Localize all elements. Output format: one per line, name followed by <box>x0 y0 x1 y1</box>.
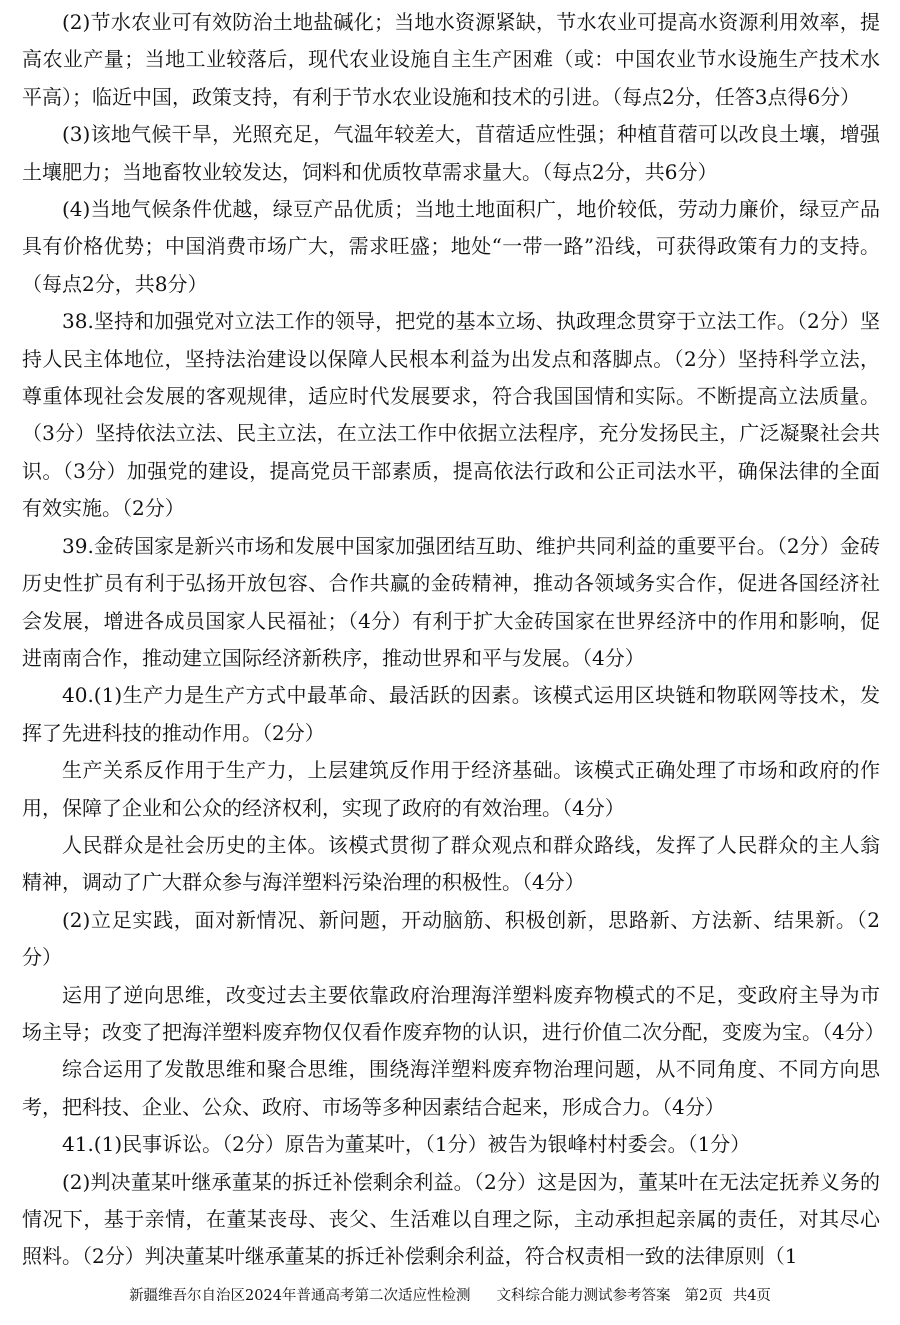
answer-38: 38.坚持和加强党对立法工作的领导，把党的基本立场、执政理念贯穿于立法工作。（2分）坚持人民主体地位，坚持法治建设以保障人民根本利益为出发点和落脚点。（2分）坚持科学立法，尊重体现社会发展的客观规律，适应时代发展要求，符合我国国情和实际。不断提高立法质量。（3分）坚持依法立法、民主立法，在立法工作中依据立法程序，充分发扬民主，广泛凝聚社会共识。（3分）加强党的建设，提高党员干部素质，提高依法行政和公正司法水平，确保法律的全面有效实施。（2分） <box>22 309 880 521</box>
answer-41-2: (2)判决董某叶继承董某的拆迁补偿剩余利益。（2分）这是因为，董某叶在无法定抚养义务的情况下，基于亲情，在董某丧母、丧父、生活难以自理之际，主动承担起亲属的责任，对其尽心照料。（2分）判决董某叶继承董某的拆迁补偿剩余利益，符合权责相一致的法律原则（1 <box>22 1169 880 1269</box>
footer-subject: 文科综合能力测试参考答案 <box>496 1288 671 1304</box>
answer-37-3: (3)该地气候干旱，光照充足，气温年较差大，苜蓿适应性强；种植苜蓿可以改良土壤，增强土壤肥力；当地畜牧业较发达，饲料和优质牧草需求量大。（每点2分，共6分） <box>22 122 880 184</box>
answer-39: 39.金砖国家是新兴市场和发展中国家加强团结互助、维护共同利益的重要平台。（2分）金砖历史性扩员有利于弘扬开放包容、合作共赢的金砖精神，推动各领域务实合作，促进各国经济社会发展，增进各成员国家人民福祉；（4分）有利于扩大金砖国家在世界经济中的作用和影响，促进南南合作，推动建立国际经济新秩序，推动世界和平与发展。（4分） <box>22 533 880 670</box>
answer-40-1-cont-b: 人民群众是社会历史的主体。该模式贯彻了群众观点和群众路线，发挥了人民群众的主人翁精神，调动了广大群众参与海洋塑料污染治理的积极性。（4分） <box>22 832 880 895</box>
answer-40-2-cont-b: 综合运用了发散思维和聚合思维，围绕海洋塑料废弃物治理问题，从不同角度、不同方向思考，把科技、企业、公众、政府、市场等多种因素结合起来，形成合力。（4分） <box>22 1057 880 1119</box>
answer-40-2: (2)立足实践，面对新情况、新问题，开动脑筋、积极创新，思路新、方法新、结果新。（2分） <box>22 907 880 970</box>
answer-41-1: 41.(1)民事诉讼。（2分）原告为董某叶，（1分）被告为银峰村村委会。（1分） <box>62 1132 751 1157</box>
footer-page-current: 第2页 <box>684 1288 723 1304</box>
answer-content <box>22 4 885 1276</box>
answer-40-2-cont-a: 运用了逆向思维，改变过去主要依靠政府治理海洋塑料废弃物模式的不足，变政府主导为市场主导；改变了把海洋塑料废弃物仅仅看作废弃物的认识，进行价值二次分配，变废为宝。（4分） <box>22 982 885 1044</box>
footer-exam-title: 新疆维吾尔自治区2024年普通高考第二次适应性检测 <box>129 1288 471 1304</box>
answer-40-1: 40.(1)生产力是生产方式中最革命、最活跃的因素。该模式运用区块链和物联网等技术，发挥了先进科技的推动作用。（2分） <box>22 683 880 745</box>
answer-37-4: (4)当地气候条件优越，绿豆产品优质；当地土地面积广，地价较低，劳动力廉价，绿豆产品具有价格优势；中国消费市场广大，需求旺盛；地处“一带一路”沿线，可获得政策有力的支持。（每点2分，共8分） <box>22 197 880 296</box>
footer-page-total: 共4页 <box>732 1288 771 1304</box>
answer-40-1-cont-a: 生产关系反作用于生产力，上层建筑反作用于经济基础。该模式正确处理了市场和政府的作用，保障了企业和公众的经济权利，实现了政府的有效治理。（4分） <box>22 758 880 820</box>
answer-37-2: (2)节水农业可有效防治土地盐碱化；当地水资源紧缺，节水农业可提高水资源利用效率，提高农业产量；当地工业较落后，现代农业设施自主生产困难（或：中国农业节水设施生产技术水平高）；临近中国，政策支持，有利于节水农业设施和技术的引进。（每点2分，任答3点得6分） <box>22 10 880 109</box>
page-footer <box>0 1286 900 1306</box>
